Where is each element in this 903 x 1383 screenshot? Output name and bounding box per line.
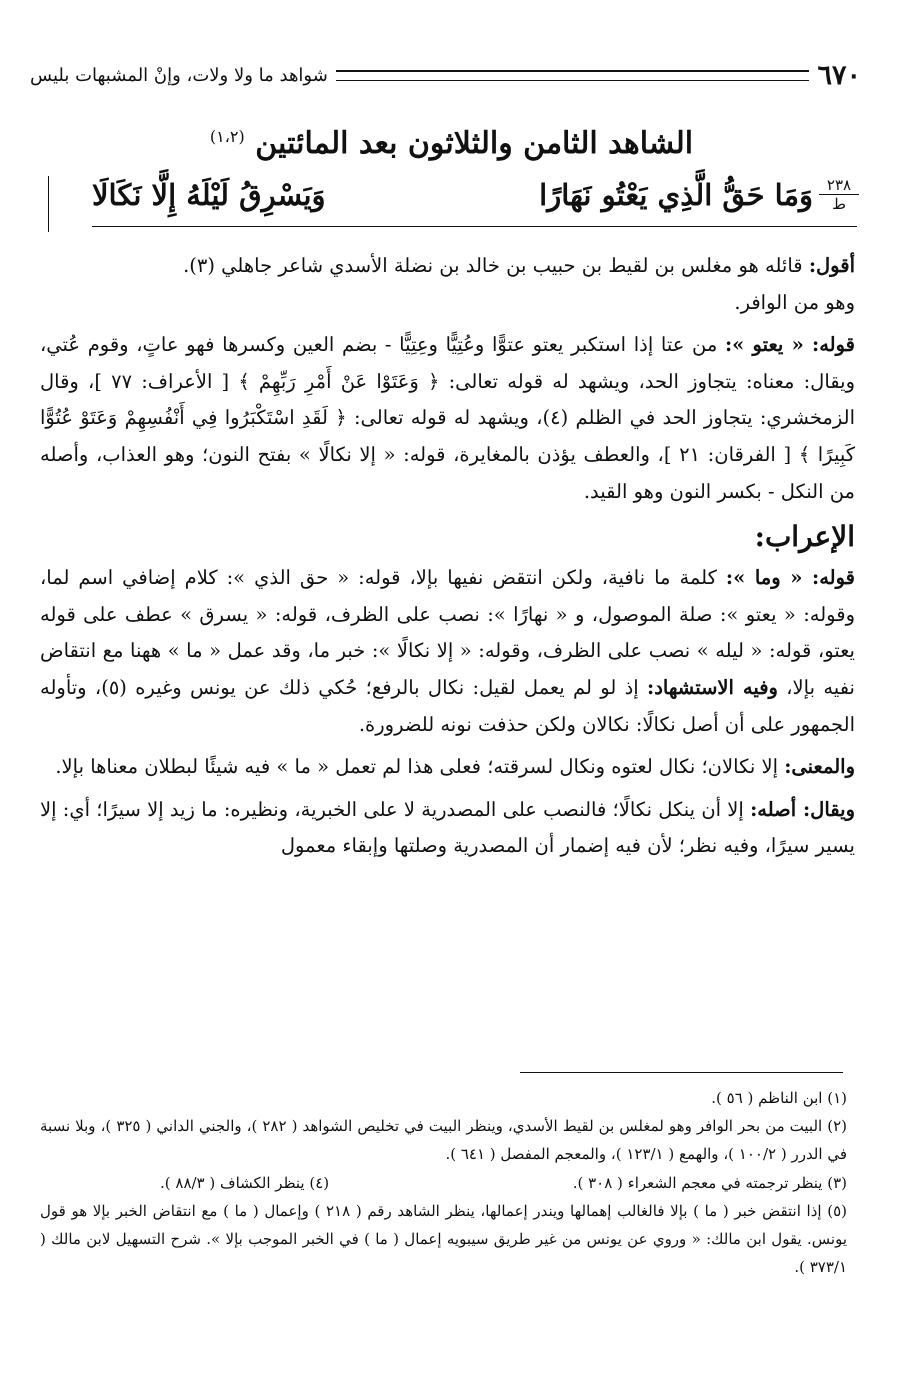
chapter-note-ref: (١،٢) [209,127,245,146]
paragraph-meaning [40,749,855,786]
chapter-title-text: الشاهد الثامن والثلاثون بعد المائتين [255,126,694,161]
body-text [40,248,855,865]
paragraph-vocabulary [40,327,855,510]
footnote-4: (٤) ينظر الكشاف ( ٨٨/٣ ). [160,1173,330,1192]
label-origin: ويقال: أصله: [750,797,856,821]
label-yatu: قوله: « يعتو »: [724,333,855,357]
footnote-3: (٣) ينظر ترجمته في معجم الشعراء ( ٣٠٨ ). [572,1173,847,1192]
running-title: شواهد ما ولا ولات، وإنْ المشبهات بليس [30,64,328,86]
verse-hemistich-1: وَمَا حَقُّ الَّذِي يَعْتُو نَهَارًا [539,178,813,212]
verse-rule [92,226,857,227]
paragraph-origin [40,792,855,865]
footnotes [40,1084,847,1281]
page-number: ٦٧٠ [817,59,861,91]
chapter-title [40,126,863,161]
author-text: قائله هو مغلس بن لقيط بن حبيب بن خالد بن نضلة الأسدي شاعر جاهلي (٣). [183,254,809,277]
footnote-5: (٥) إذا انتقض خبر ( ما ) بإلا فالغالب إهمالها ويندر إعمالها، ينظر الشاهد رقم ( ٢١٨ ) وإعمال ( ما ) مع انتقاض الخبر بإلا هو قول يونس. يقول ابن مالك: « وروي عن يونس من غير طريق سيبويه إعمال ( ما ) في الخبر الموجب بإلا ». شرح التسهيل لابن مالك ( ٣٧٣/١ ). [40,1201,847,1277]
footnote-2: (٢) البيت من بحر الوافر وهو لمغلس بن لقيط الأسدي، وينظر البيت في تخليص الشواهد ( ٢٨٢ )، والجني الداني ( ٣٢٥ )، وبلا نسبة في الدرر ( ١٠٠/٢ )، والهمع ( ١٢٣/١ )، والمعجم المفصل ( ٦٤١ ). [40,1117,847,1164]
meter-text: وهو من الوافر. [734,290,855,314]
verse-number-value: ٢٣٨ [819,176,859,195]
verse-hemistich-2: وَيَسْرِقُ لَيْلَهُ إِلَّا نَكَالَا [92,178,326,212]
verse-meter-mark: ط [832,195,846,213]
istishhad-text: إذ لو لم يعمل لقيل: نكال بالرفع؛ حُكي ذلك عن يونس وغيره (٥)، وتأوله الجمهور على أن أصل نكالًا: نكالان ولكن حذفت نونه للضرورة. [40,675,855,736]
paragraph-irab [40,560,855,743]
irab-text: كلمة ما نافية، ولكن انتقض نفيها بإلا، قوله: « حق الذي »: كلام إضافي اسم لما، وقوله: « يعتو »: صلة الموصول، و « نهارًا »: نصب على الظرف، قوله: « يسرق » عطف على قوله يعتو، قوله: « ليله » نصب على الظرف، وقوله: « إلا نكالًا »: خبر ما، وقد عمل « ما » ههنا مع انتقاض نفيه بإلا، [40,566,855,699]
verse-box [92,176,857,232]
label-meaning: والمعنى: [784,755,855,779]
header-rule [336,70,810,81]
footnote-row-3-4 [40,1169,847,1197]
section-heading-irab: الإعراب: [754,520,855,554]
paragraph-author [40,248,855,321]
verse-number [819,176,859,213]
footnote-1: (١) ابن الناظم ( ٥٦ ). [711,1089,847,1107]
footnote-separator [520,1072,843,1073]
verse-left-bar [48,176,49,232]
label-aqul: أقول: [808,254,855,277]
vocabulary-text: من عتا إذا استكبر يعتو عتوًّا وعُتِيًّا وعِتِيًّا - بضم العين وكسرها فهو عاتٍ، وقوم عُتي، ويقال: معناه: يتجاوز الحد، ويشهد له قوله تعالى: ﴿ وَعَتَوْا عَنْ أَمْرِ رَبِّهِمْ ﴾ [ الأعراف: ٧٧ ]، وقال الزمخشري: يتجاوز الحد في الظلم (٤)، ويشهد له قوله تعالى: ﴿ لَقَدِ اسْتَكْبَرُوا فِي أَنْفُسِهِمْ وَعَتَوْ عُتُوًّا كَبِيرًا ﴾ [ الفرقان: ٢١ ]، والعطف يؤذن بالمغايرة، قوله: « إلا نكالًا » بفتح النون؛ وهو العذاب، وأصله من النكل - بكسر النون وهو القيد. [40,333,855,503]
label-istishhad: وفيه الاستشهاد: [647,675,778,699]
meaning-text: إلا نكالان؛ نكال لعتوه ونكال لسرقته؛ فعلى هذا لم تعمل « ما » فيه شيئًا لبطلان معناها بإلا. [55,755,785,779]
label-wama: قوله: « وما »: [725,566,855,590]
origin-text: إلا أن ينكل نكالًا؛ فالنصب على المصدرية لا على الخبرية، ونظيره: ما زيد إلا سيرًا؛ أي: إلا يسير سيرًا، وفيه نظر؛ لأن فيه إضمار أن المصدرية وصلتها وإبقاء معمول [40,797,855,858]
running-header [30,58,861,92]
verse-line [92,178,813,212]
